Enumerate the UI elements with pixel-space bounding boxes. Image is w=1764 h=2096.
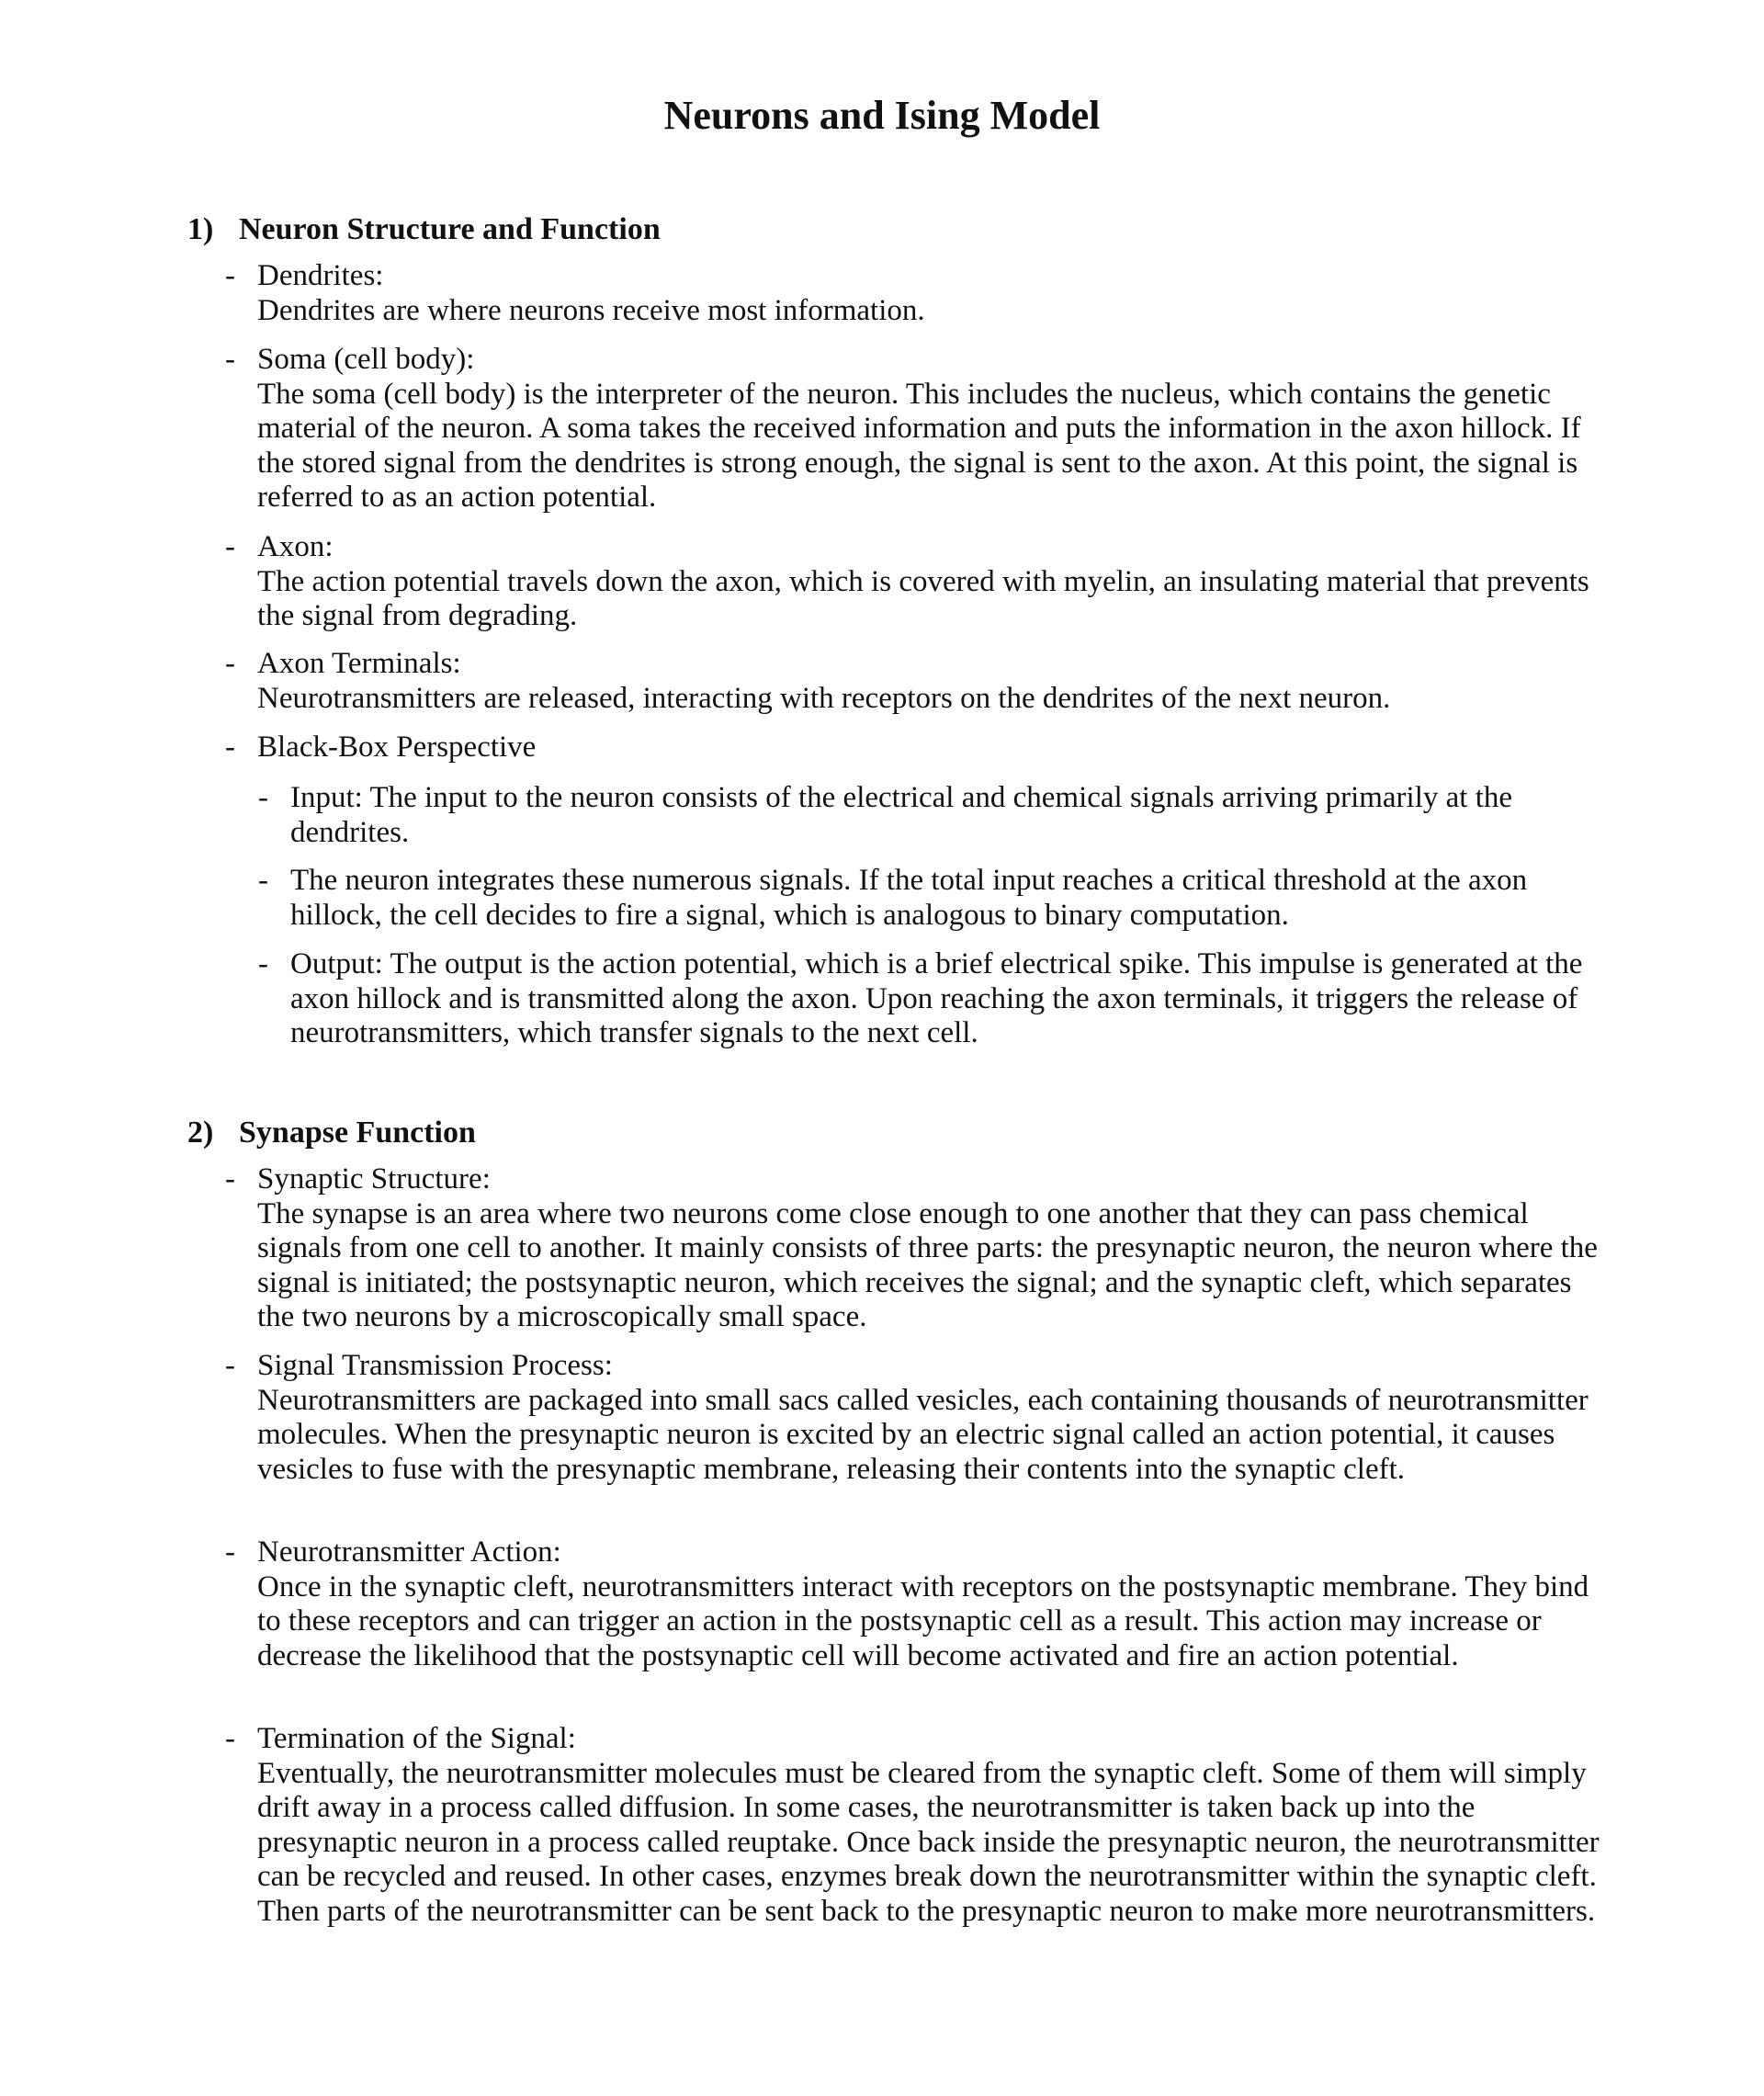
section-number: 2) [187,1116,214,1150]
sub-list-item-output [258,947,1600,1051]
section-heading-neuron-structure [187,210,661,250]
item-text: Output: The output is the action potential, which is a brief electrical spike. This impulse is generated at the axon hillock and is transmitted along the axon. Upon reaching the axon terminals, it triggers the release of neurotransmitters, which transfer signals to the next cell. [290,947,1583,1049]
dash-bullet: - [225,259,235,292]
item-text: The soma (cell body) is the interpreter of the neuron. This includes the nucleus, which contains the genetic material of the neuron. A soma takes the received information and puts the information in the axon hillock. If the stored signal from the dendrites is strong enough, the signal is sent to the axon. At this point, the signal is referred to as an action potential. [257,377,1581,514]
list-item-black-box [225,731,1603,765]
item-label: Soma (cell body): [257,343,475,376]
list-item-synaptic-structure [225,1162,1603,1335]
list-item-termination [225,1722,1603,1929]
item-text: Input: The input to the neuron consists of the electrical and chemical signals arriving primarily at the dendrites. [290,781,1513,849]
list-item-axon [225,530,1603,634]
list-item-signal-transmission [225,1349,1603,1487]
sub-list-item-input [258,781,1600,850]
list-item-neurotransmitter-action [225,1535,1603,1673]
dash-bullet: - [225,647,235,680]
section-heading-synapse-function [187,1113,476,1153]
item-label: Black-Box Perspective [257,731,537,764]
section-title: Neuron Structure and Function [239,212,661,246]
item-label: Neurotransmitter Action: [257,1535,561,1569]
dash-bullet: - [225,530,235,563]
item-label: Signal Transmission Process: [257,1349,613,1382]
list-item-dendrites [225,259,1603,328]
sub-list-item-integration [258,864,1600,933]
dash-bullet: - [225,343,235,376]
item-label: Axon Terminals: [257,647,461,680]
list-item-soma [225,343,1603,516]
item-text: Once in the synaptic cleft, neurotransmitters interact with receptors on the postsynaptic membrane. They bind to these receptors and can trigger an action in the postsynaptic cell as a result. This action may increase or decrease the likelihood that the postsynaptic cell will become activated and fire an action potential. [257,1569,1589,1672]
item-text: Neurotransmitters are packaged into small sacs called vesicles, each containing thousands of neurotransmitter molecules. When the presynaptic neuron is excited by an electric signal called an action potential, it causes vesicles to fuse with the presynaptic membrane, releasing their contents into the synaptic cleft. [257,1383,1589,1486]
dash-bullet: - [258,781,268,814]
item-label: Termination of the Signal: [257,1722,576,1755]
section-title: Synapse Function [239,1116,476,1150]
list-item-axon-terminals [225,647,1603,716]
dash-bullet: - [225,1349,235,1382]
item-text: Neurotransmitters are released, interacting with receptors on the dendrites of the next neuron. [257,681,1391,715]
dash-bullet: - [225,1535,235,1569]
item-text: Eventually, the neurotransmitter molecules must be cleared from the synaptic cleft. Some of them will simply drift away in a process called diffusion. In some cases, the neurotransmitter is taken back up into the presynaptic neuron in a process called reuptake. Once back inside the presynaptic neuron, the neurotransmitter can be recycled and reused. In other cases, enzymes break down the neurotransmitter within the synaptic cleft. Then parts of the neurotransmitter can be sent back to the presynaptic neuron to make more neurotransmitters. [257,1756,1600,1928]
item-text: The synapse is an area where two neurons come close enough to one another that they can pass chemical signals from one cell to another. It mainly consists of three parts: the presynaptic neuron, the neuron where the signal is initiated; the postsynaptic neuron, which receives the signal; and the synaptic cleft, which separates the two neurons by a microscopically small space. [257,1196,1598,1333]
item-label: Dendrites: [257,259,384,292]
item-text: The action potential travels down the axon, which is covered with myelin, an insulating material that prevents the signal from degrading. [257,564,1589,632]
dash-bullet: - [258,947,268,980]
dash-bullet: - [258,864,268,897]
item-text: Dendrites are where neurons receive most information. [257,293,925,327]
dash-bullet: - [225,1162,235,1195]
section-number: 1) [187,212,214,246]
item-label: Synaptic Structure: [257,1162,491,1195]
page-title: Neurons and Ising Model [663,93,1101,138]
item-text: The neuron integrates these numerous signals. If the total input reaches a critical threshold at the axon hillock, the cell decides to fire a signal, which is analogous to binary computation. [290,864,1528,932]
dash-bullet: - [225,1722,235,1755]
item-label: Axon: [257,530,334,563]
dash-bullet: - [225,731,235,764]
